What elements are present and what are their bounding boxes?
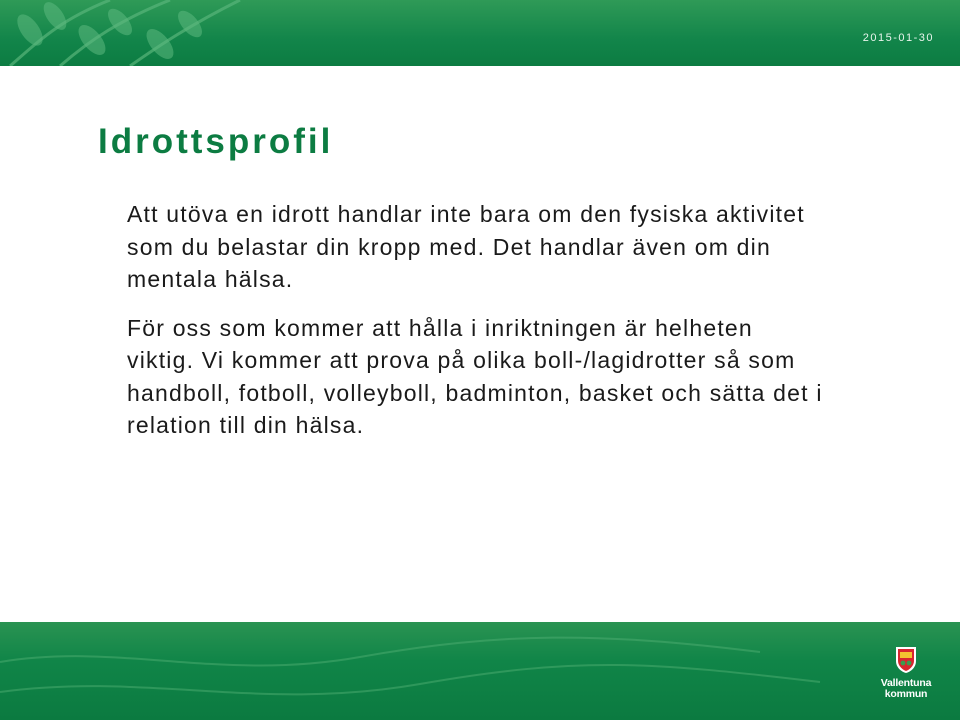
logo-line-2: kommun	[884, 688, 928, 700]
body-paragraph-1: Att utöva en idrott handlar inte bara om den fysiska aktivitet som du belastar din kropp med. Det handlar även om din mentala hälsa.	[127, 201, 805, 292]
leaf-pattern-decoration	[0, 0, 260, 66]
footer-band	[0, 622, 960, 720]
slide-date: 2015-01-30	[862, 32, 934, 44]
logo-line-1: Vallentuna	[880, 677, 932, 689]
header-band	[0, 0, 960, 66]
body-paragraph-2: För oss som kommer att hålla i inriktningen är helheten viktig. Vi kommer att prova på olika boll-/lagidrotter så som handboll, fotboll, volleyboll, badminton, basket och sätta det i relation till din hälsa.	[127, 314, 823, 438]
vallentuna-logo	[878, 646, 934, 700]
coat-of-arms-icon	[895, 646, 917, 674]
slide-body	[127, 198, 827, 458]
wave-decoration	[0, 622, 960, 720]
slide-title: Idrottsprofil	[98, 122, 334, 161]
